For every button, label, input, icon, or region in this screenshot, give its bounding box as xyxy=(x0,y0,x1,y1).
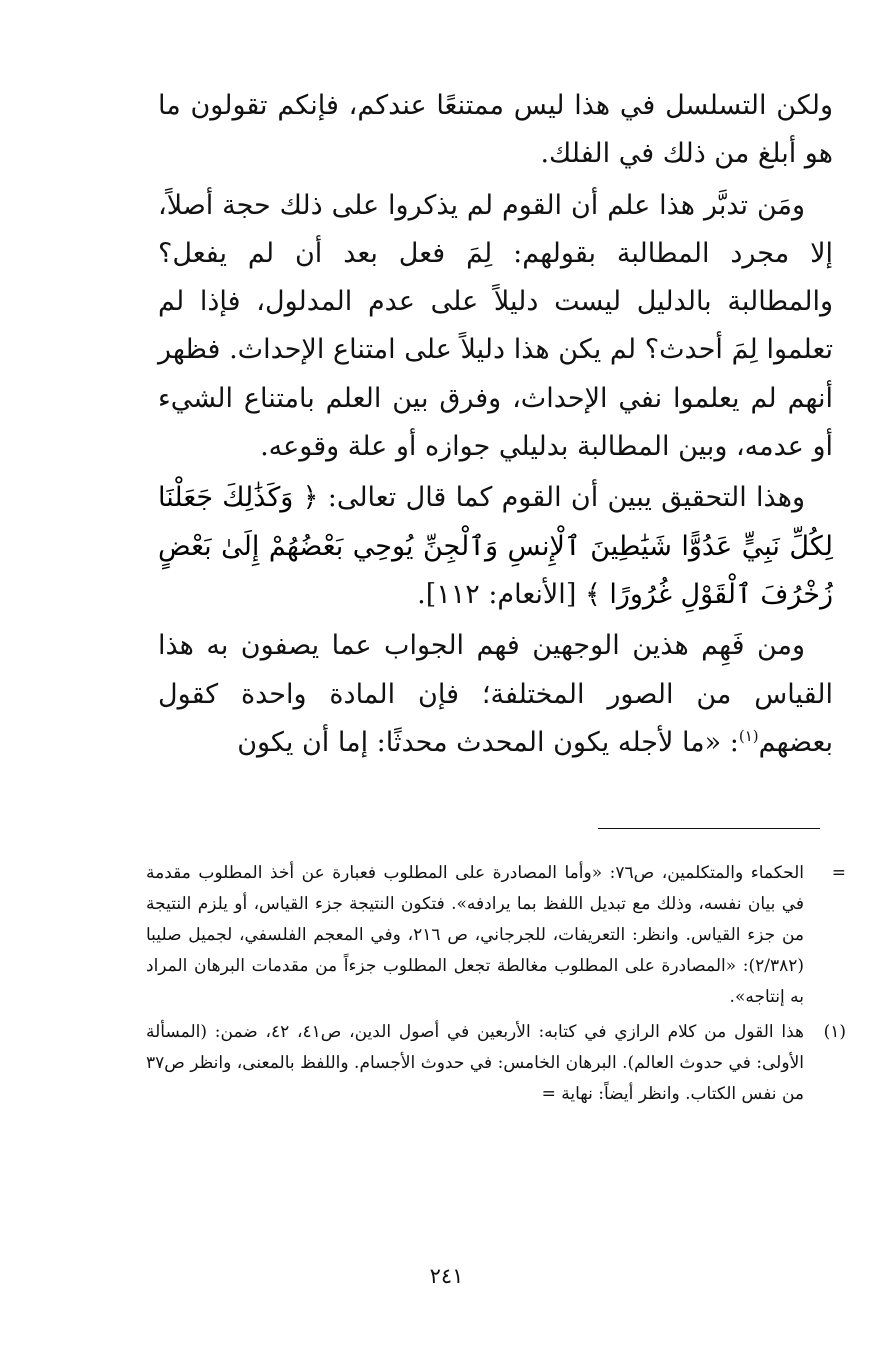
footnote-text: هذا القول من كلام الرازي في كتابه: الأربعين في أصول الدين، ص٤١، ٤٢، ضمن: (المسألة الأولى: في حدوث العالم). البرهان الخامس: في حدوث الأجسام. واللفظ بالمعنى، وانظر ص٣٧ من نفس الكتاب. وانظر أيضاً: نهاية = xyxy=(146,1022,804,1104)
footnote-separator xyxy=(598,828,820,829)
page-number: ٢٤١ xyxy=(429,1264,464,1288)
footnotes xyxy=(146,858,846,1110)
verse-citation: [الأنعام: ١١٢]. xyxy=(417,578,585,610)
footnote-ref-1[interactable]: (١) xyxy=(738,726,759,745)
footnote-text: الحكماء والمتكلمين، ص٧٦: «وأما المصادرة على المطلوب فعبارة عن أخذ المطلوب مقدمة في بيان نفسه، وذلك مع تبديل اللفظ بما يرادفه». فتكون النتيجة جزء القياس، أو يلزم النتيجة من جزء القياس. وانظر: التعريفات، للجرجاني، ص ٢١٦، وفي المعجم الفلسفي، لجميل صليبا (٢/٣٨٢): «المصادرة على المطلوب مغالطة تجعل المطلوب جزءاً من مقدمات البرهان المراد به إنتاجه». xyxy=(146,863,804,1007)
footnote-1 xyxy=(146,1017,846,1110)
paragraph-3 xyxy=(158,474,833,619)
paragraph-3-intro: وهذا التحقيق يبين أن القوم كما قال تعالى: xyxy=(318,482,805,514)
footnote-marker: (١) xyxy=(823,1022,846,1042)
main-text xyxy=(158,82,833,767)
paragraph-2: ومَن تدبَّر هذا علم أن القوم لم يذكروا على ذلك حجة أصلاً، إلا مجرد المطالبة بقولهم: لِمَ فعل بعد أن لم يفعل؟ والمطالبة بالدليل ليست دليلاً على عدم المدلول، فإذا لم تعلموا لِمَ أحدث؟ لم يكن هذا دليلاً على امتناع الإحداث. فظهر أنهم لم يعلموا نفي الإحداث، وفرق بين العلم بامتناع الشيء أو عدمه، وبين المطالبة بدليلي جوازه أو علة وقوعه. xyxy=(158,189,833,463)
paragraph-1: ولكن التسلسل في هذا ليس ممتنعًا عندكم، فإنكم تقولون ما هو أبلغ من ذلك في الفلك. xyxy=(158,90,833,170)
paragraph-4 xyxy=(158,622,833,767)
footnote-marker: = xyxy=(831,863,846,883)
paragraph-4-quote: : «ما لأجله يكون المحدث محدثًا: إما أن يكون xyxy=(237,726,739,758)
footnote-continued xyxy=(146,858,846,1013)
quran-verse: ﴿ وَكَذَٰلِكَ جَعَلْنَا لِكُلِّ نَبِيٍّ عَدُوًّا شَيَٰطِينَ ٱلْإِنسِ وَٱلْجِنِّ يُوحِي بَعْضُهُمْ إِلَىٰ بَعْضٍ زُخْرُفَ ٱلْقَوْلِ غُرُورًا ﴾ xyxy=(158,482,833,610)
paragraph-4-start: ومن فَهِم هذين الوجهين فهم الجواب عما يصفون به هذا القياس من الصور المختلفة؛ فإن المادة واحدة كقول بعضهم xyxy=(158,630,833,758)
